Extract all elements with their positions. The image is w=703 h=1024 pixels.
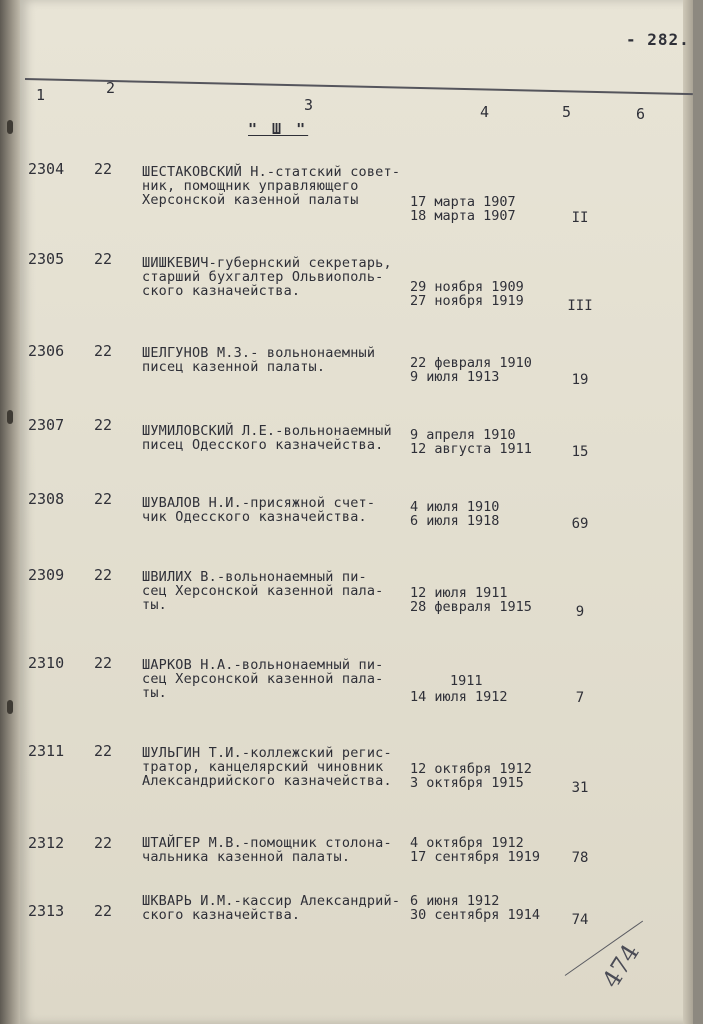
entry-number: 2311 — [28, 742, 65, 760]
entry-dates: 4 октября 1912 17 сентября 1919 — [410, 835, 541, 865]
entry-fund: 22 — [94, 416, 113, 434]
entry-dates: 6 июня 1912 30 сентября 1914 — [410, 893, 541, 923]
binding-stitch — [7, 700, 13, 714]
document-page — [20, 0, 693, 1024]
entry-sheets: 69 — [571, 516, 589, 532]
entry-dates: 1911 — [450, 673, 483, 689]
column-number-5: 5 — [562, 103, 572, 121]
binding-strip — [0, 0, 22, 1024]
column-number-4: 4 — [480, 103, 490, 121]
entry-dates: 4 июля 1910 6 июля 1918 — [410, 499, 500, 529]
handwritten-note: 474 — [596, 939, 645, 993]
header-rule — [25, 78, 693, 95]
entry-dates: 9 апреля 1910 12 августа 1911 — [410, 427, 532, 457]
entry-description: ШЕЛГУНОВ М.З.- вольнонаемный писец казенной палаты. — [142, 345, 376, 375]
entry-description: ШУМИЛОВСКИЙ Л.Е.-вольнонаемный писец Одесского казначейства. — [142, 423, 392, 453]
entry-dates: 12 октября 1912 3 октября 1915 — [410, 761, 532, 791]
entry-number: 2308 — [28, 490, 65, 508]
entry-sheets: 74 — [571, 912, 589, 928]
entry-fund: 22 — [94, 834, 113, 852]
entry-description: ШУВАЛОВ Н.И.-присяжной счет- чик Одесского казначейства. — [142, 495, 376, 525]
entry-dates: 14 июля 1912 — [410, 689, 508, 705]
entry-number: 2304 — [28, 160, 65, 178]
column-number-1: 1 — [36, 86, 46, 104]
entry-fund: 22 — [94, 566, 113, 584]
entry-description: ШВИЛИХ В.-вольнонаемный пи- сец Херсонской казенной пала- ты. — [142, 569, 384, 613]
entry-sheets: 9 — [575, 604, 585, 620]
entry-fund: 22 — [94, 742, 113, 760]
entry-dates: 22 февраля 1910 9 июля 1913 — [410, 355, 532, 385]
entry-number: 2307 — [28, 416, 65, 434]
column-number-6: 6 — [636, 105, 646, 123]
entry-fund: 22 — [94, 250, 113, 268]
entry-sheets: III — [567, 298, 593, 314]
entry-description: ШАРКОВ Н.А.-вольнонаемный пи- сец Херсонской казенной пала- ты. — [142, 657, 384, 701]
entry-fund: 22 — [94, 654, 113, 672]
entry-sheets: 15 — [571, 444, 589, 460]
entry-fund: 22 — [94, 160, 113, 178]
entry-number: 2309 — [28, 566, 65, 584]
entry-fund: 22 — [94, 490, 113, 508]
entry-description: ШТАЙГЕР М.В.-помощник столона- чальника казенной палаты. — [142, 835, 392, 865]
column-number-3: 3 — [304, 96, 314, 114]
entry-sheets: 7 — [575, 690, 585, 706]
section-letter: " Ш " — [248, 120, 309, 138]
entry-description: ШИШКЕВИЧ-губернский секретарь, старший бухгалтер Ольвиополь- ского казначейства. — [142, 255, 392, 299]
entry-number: 2310 — [28, 654, 65, 672]
entry-fund: 22 — [94, 902, 113, 920]
entry-dates: 29 ноября 1909 27 ноября 1919 — [410, 279, 524, 309]
entry-sheets: 78 — [571, 850, 589, 866]
entry-description: ШУЛЬГИН Т.И.-коллежский регис- тратор, канцелярский чиновник Александрийского казначейства. — [142, 745, 392, 789]
page-number: - 282. — [626, 30, 690, 49]
entry-description: ШЕСТАКОВСКИЙ Н.-статский совет- ник, помощник управляющего Херсонской казенной палаты — [142, 164, 401, 208]
entry-number: 2305 — [28, 250, 65, 268]
binding-stitch — [7, 410, 13, 424]
entry-dates: 12 июля 1911 28 февраля 1915 — [410, 585, 532, 615]
entry-dates: 17 марта 1907 18 марта 1907 — [410, 194, 516, 224]
entry-sheets: 31 — [571, 780, 589, 796]
binding-stitch — [7, 120, 13, 134]
entry-description: ШКВАРЬ И.М.-кассир Александрий- ского казначейства. — [142, 893, 401, 923]
column-number-2: 2 — [106, 79, 116, 97]
entry-sheets: 19 — [571, 372, 589, 388]
entry-fund: 22 — [94, 342, 113, 360]
entry-number: 2312 — [28, 834, 65, 852]
entry-sheets: II — [571, 210, 589, 226]
entry-number: 2306 — [28, 342, 65, 360]
entry-number: 2313 — [28, 902, 65, 920]
page-edge — [683, 0, 693, 1024]
